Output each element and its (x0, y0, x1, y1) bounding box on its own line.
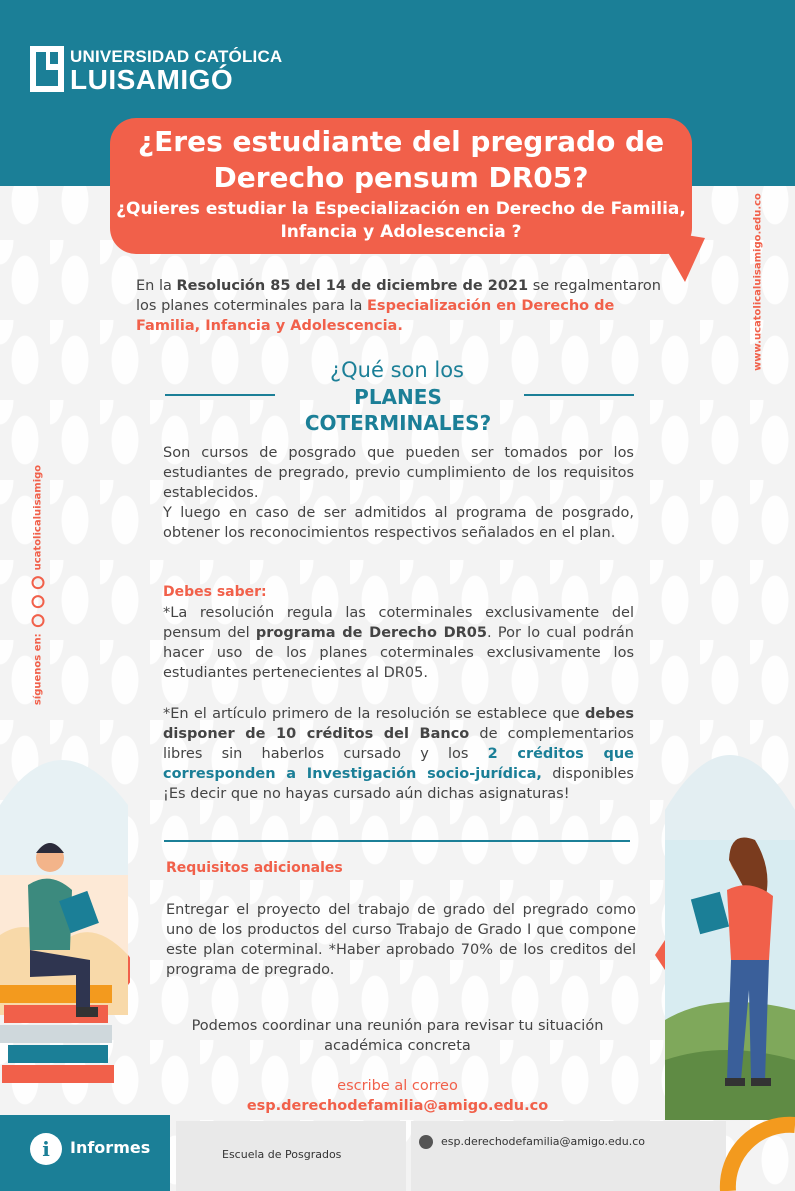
debes-heading: Debes saber: (163, 584, 267, 600)
social-label: síguenos en: (32, 633, 44, 706)
intro-text-1: En la (136, 278, 177, 294)
brand-line1: UNIVERSIDAD CATÓLICA (70, 47, 283, 66)
logo-mark-icon (30, 46, 64, 92)
debes-b1-rest: . Por lo cual podrán hacer uso de los planes coterminales exclusivamente los estudiantes pertenecientes al DR05. (163, 625, 634, 681)
section-question: ¿Qué son los (330, 358, 464, 382)
requisitos-heading: Requisitos adicionales (166, 860, 343, 876)
debes-b2-credits: debes disponer de 10 créditos del Banco (163, 706, 634, 742)
orange-arc-decoration (718, 1115, 795, 1191)
debes-b2-investigacion: 2 créditos que corresponden a Investigación socio-jurídica, (163, 746, 634, 782)
instagram-icon[interactable] (32, 614, 45, 627)
email-icon (419, 1135, 433, 1149)
debes-b1-text: *La resolución regula las coterminales exclusivamente del pensum del (163, 605, 634, 641)
debes-b2-mid: de complementarios libres sin haberlos cursado y los (163, 726, 634, 762)
intro-paragraph (136, 276, 676, 336)
section-divider (164, 840, 630, 842)
escuela-label: Escuela de Posgrados (222, 1148, 342, 1161)
definition-paragraph-2: Y luego en caso de ser admitidos al programa de posgrado, obtener los reconocimientos respectivos señalados en el plan. (163, 505, 634, 541)
debes-bullet-2 (163, 704, 634, 804)
man-reading-illustration (0, 715, 130, 1095)
meeting-text: Podemos coordinar una reunión para revisar tu situación académica concreta (191, 1018, 604, 1054)
write-label: escribe al correo (337, 1078, 458, 1094)
footer-email: esp.derechodefamilia@amigo.edu.co (441, 1135, 646, 1148)
heading-rule-right (524, 394, 634, 396)
heading-rule-left (165, 394, 275, 396)
footer-bar (0, 1115, 795, 1191)
informes-label: Informes (70, 1138, 151, 1157)
headline-title: ¿Eres estudiante del pregrado de Derecho pensum DR05? (137, 125, 665, 194)
contact-email[interactable]: esp.derechodefamilia@amigo.edu.co (246, 1098, 549, 1114)
definition-paragraph-1: Son cursos de posgrado que pueden ser tomados por los estudiantes de pregrado, previo cumplimiento de los requisitos establecidos. (163, 445, 634, 501)
intro-text-2: se regalmentaron los planes coterminales para la (136, 278, 661, 314)
intro-resolution: Resolución 85 del 14 de diciembre de 2021 (176, 278, 529, 294)
section-title: PLANES COTERMINALES? (304, 385, 492, 435)
debes-b2-text: *En el artículo primero de la resolución se establece que (163, 706, 585, 722)
debes-bullet-1 (163, 603, 634, 683)
requisitos-text: Entregar el proyecto del trabajo de grado del pregrado como uno de los productos del curso Trabajo de Grado I que compone este plan coterminal. *Haber aprobado 70% de los creditos del programa de pregrado. (166, 902, 636, 978)
debes-b2-rest: disponibles ¡Es decir que no hayas cursado aún dichas asignaturas! (163, 766, 634, 802)
woman-reading-illustration (655, 700, 795, 1120)
headline-subtitle: ¿Quieres estudiar la Especialización en Derecho de Familia, Infancia y Adolescencia ? (116, 199, 686, 242)
informes-panel[interactable] (0, 1115, 170, 1191)
side-social (22, 464, 54, 706)
footer-email-panel[interactable] (411, 1121, 726, 1191)
brand-line2: LUISAMIGÓ (70, 64, 234, 95)
escuela-panel (176, 1121, 406, 1191)
headline-bubble (110, 118, 692, 254)
youtube-icon[interactable] (32, 576, 45, 589)
side-website-text: www.ucatolicaluisamigo.edu.co (752, 193, 764, 371)
side-website[interactable] (741, 192, 775, 372)
social-handle: ucatolicaluisamigo (32, 464, 44, 571)
info-icon: i (30, 1133, 62, 1165)
debes-b1-program: programa de Derecho DR05 (255, 625, 487, 641)
intro-program: Especialización en Derecho de Familia, Infancia y Adolescencia. (136, 298, 615, 334)
facebook-icon[interactable] (32, 595, 45, 608)
